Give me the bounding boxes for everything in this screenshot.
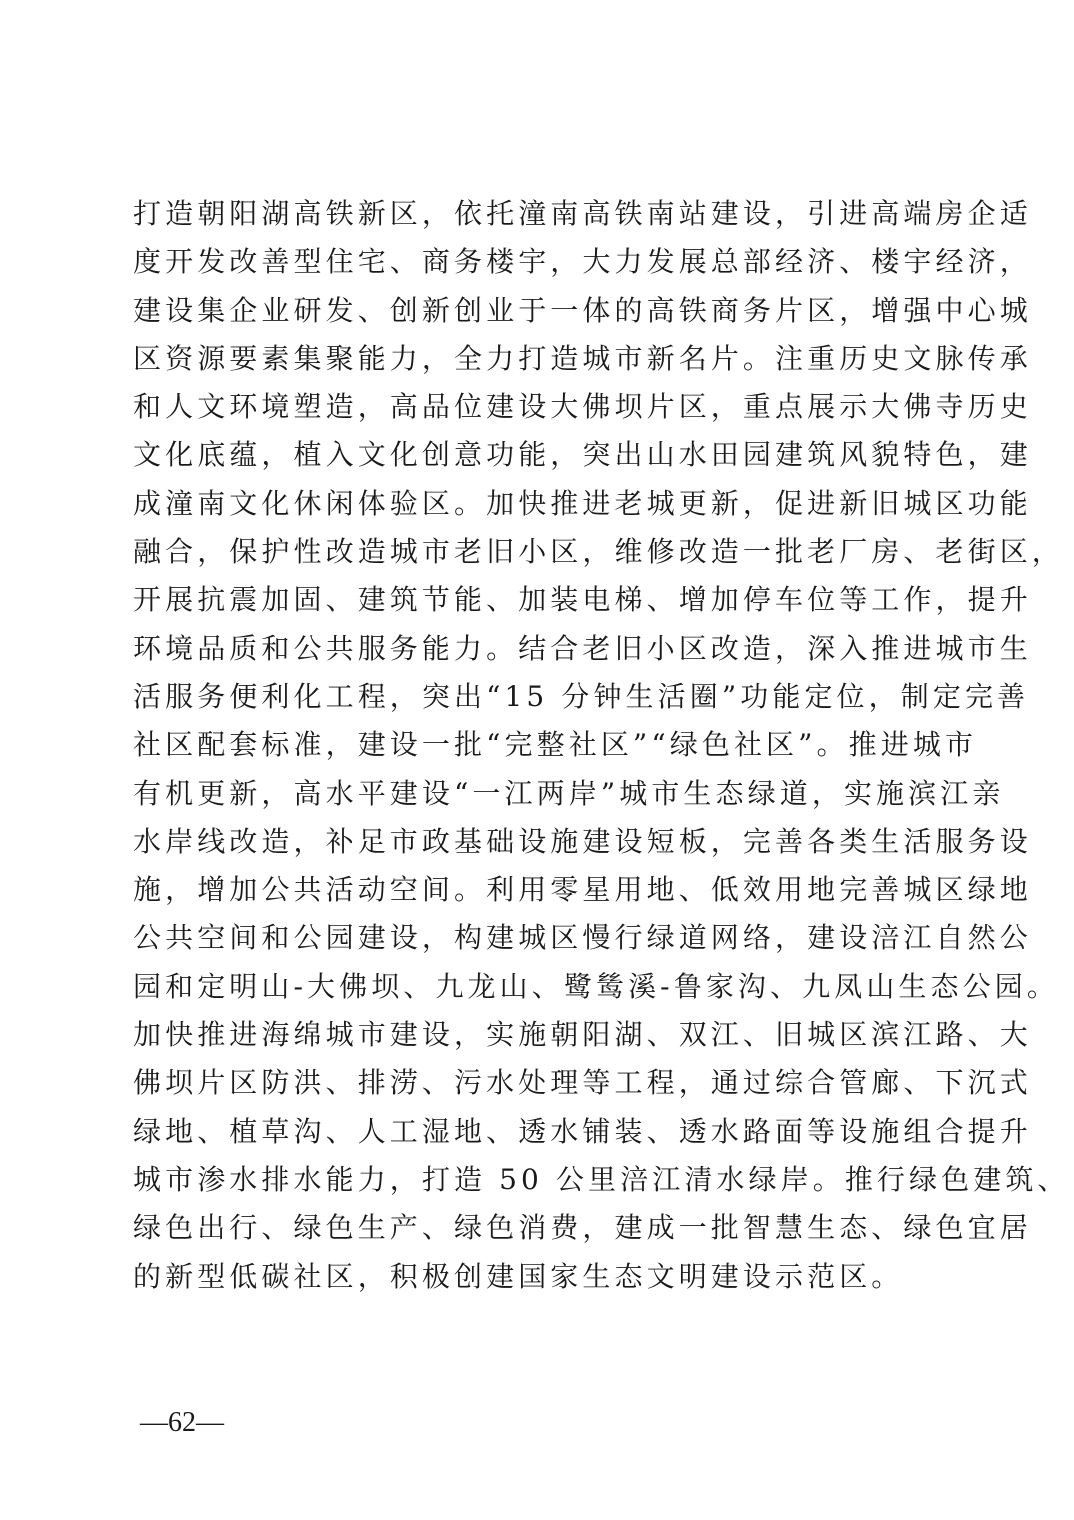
text-line: 环境品质和公共服务能力。结合老旧小区改造，深入推进城市生 xyxy=(133,631,1032,665)
text-line: 区资源要素集聚能力，全力打造城市新名片。注重历史文脉传承 xyxy=(133,341,1032,375)
text-line: 和人文环境塑造，高品位建设大佛坝片区，重点展示大佛寺历史 xyxy=(133,390,1032,424)
body-paragraph xyxy=(133,190,1070,1301)
text-line: 活服务便利化工程，突出“15 分钟生活圈”功能定位，制定完善 xyxy=(133,679,1030,713)
text-line: 园和定明山-大佛坝、九龙山、鹭鸶溪-鲁家沟、九凤山生态公园。 xyxy=(133,969,1059,1003)
text-line: 融合，保护性改造城市老旧小区，维修改造一批老厂房、老街区， xyxy=(133,535,1064,569)
text-line: 佛坝片区防洪、排涝、污水处理等工程，通过综合管廊、下沉式 xyxy=(133,1066,1032,1100)
text-line: 加快推进海绵城市建设，实施朝阳湖、双江、旧城区滨江路、大 xyxy=(133,1018,1032,1052)
text-line: 文化底蕴，植入文化创意功能，突出山水田园建筑风貌特色，建 xyxy=(133,438,1032,472)
text-line: 城市渗水排水能力，打造 50 公里涪江清水绿岸。推行绿色建筑、 xyxy=(133,1162,1070,1196)
text-line: 的新型低碳社区，积极创建国家生态文明建设示范区。 xyxy=(133,1259,904,1293)
text-line: 建设集企业研发、创新创业于一体的高铁商务片区，增强中心城 xyxy=(133,293,1032,327)
text-line: 公共空间和公园建设，构建城区慢行绿道网络，建设涪江自然公 xyxy=(133,921,1032,955)
text-line: 有机更新，高水平建设“一江两岸”城市生态绿道，实施滨江亲 xyxy=(133,776,1005,810)
text-line: 成潼南文化休闲体验区。加快推进老城更新，促进新旧城区功能 xyxy=(133,486,1032,520)
text-line: 绿地、植草沟、人工湿地、透水铺装、透水路面等设施组合提升 xyxy=(133,1114,1032,1148)
text-line: 打造朝阳湖高铁新区，依托潼南高铁南站建设，引进高端房企适 xyxy=(133,197,1032,230)
text-line: 水岸线改造，补足市政基础设施建设短板，完善各类生活服务设 xyxy=(133,824,1032,858)
text-line: 开展抗震加固、建筑节能、加装电梯、增加停车位等工作，提升 xyxy=(133,583,1032,617)
text-line: 度开发改善型住宅、商务楼宇，大力发展总部经济、楼宇经济， xyxy=(133,245,1032,279)
text-line: 社区配套标准，建设一批“完整社区”“绿色社区”。推进城市 xyxy=(133,728,978,762)
text-line: 施，增加公共活动空间。利用零星用地、低效用地完善城区绿地 xyxy=(133,873,1032,907)
page-number: —62— xyxy=(140,1407,224,1438)
text-line: 绿色出行、绿色生产、绿色消费，建成一批智慧生态、绿色宜居 xyxy=(133,1211,1032,1245)
